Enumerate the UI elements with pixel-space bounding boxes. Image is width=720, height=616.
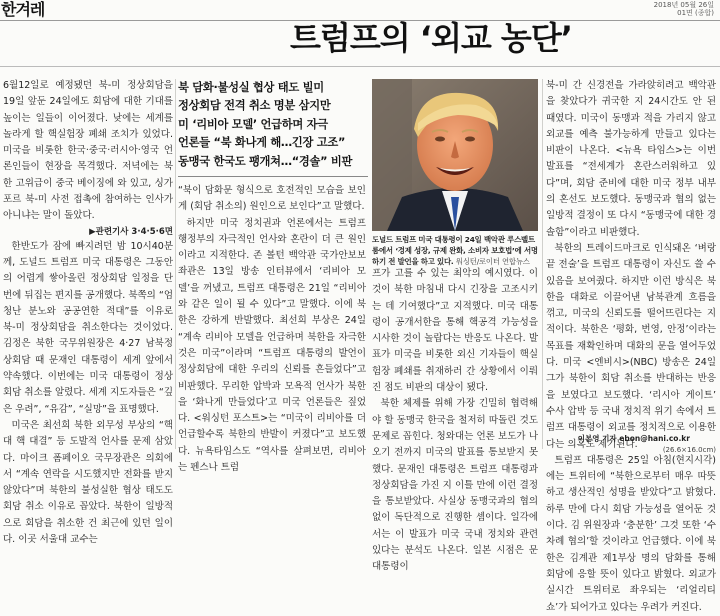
photo-credit: 워싱턴/로이터 연합뉴스 <box>455 257 530 266</box>
column2-paragraph-2: 하지만 미국 정치권과 언론에서는 트럼프 행정부의 자극적인 언사와 혼란이 더 큰 원인이라고 지적한다. 존 볼턴 백악관 국가안보보좌관은 13일 방송 인터뷰에서 ‘리비아 모델’을 꺼냈고, 트럼프 대통령은 21일 “리비아와 같은 일이 될 수 있다”고 말했다. 이에 북한은 강하게 반발했다. 최선희 부상은 24일 “계속 리비아 모델을 언급하며 북한을 자극한 것은 미국”이라며 “트럼프 대통령의 발언이 정상회담에 대한 우리의 신뢰를 흔들었다”고 비판했다. 무리한 압박과 모욕적 언사가 북한을 ‘화나게 만들었다’고 미국 언론들은 짚었다. <워싱턴 포스트>는 “미국이 리비아를 더 언급할수록 북한의 반발이 커졌다”고 보도했다. 뉴욕타임스도 “역사를 살펴보면, 리비아는 펜스나 트럼 <box>178 217 366 474</box>
article-column-1 <box>3 78 173 546</box>
trump-photo <box>372 79 538 231</box>
column4-paragraph-2: 북한의 트레이드마크로 인식돼온 ‘벼랑끝 전술’을 트럼프 대통령이 자신도 쓸 수 있음을 보여줬다. 하지만 이런 방식은 북한을 대화로 이끌어낸 남북관계 흐름을 꺾고, 미국의 신뢰도를 떨어뜨린다는 지적이다. 북한은 ‘평화, 번영, 안정’이라는 목표를 재확인하며 대화의 문을 열어두었다. 미국 <엔비시>(NBC) 방송은 24일 그가 북한이 회담 취소를 반대하는 반응을 보였다고 보도했다. ‘리시아 게이트’ 수사 압박 등 국내 정치적 위기 속에서 트럼프 대통령이 외교를 정치적으로 이용한다는 의혹도 제기된다. <box>546 242 716 450</box>
article-column-2 <box>178 183 366 474</box>
issue-date-line: 2018년 05월 26일 <box>653 1 714 9</box>
headline-rule <box>0 66 720 67</box>
article-column-3 <box>372 266 538 573</box>
subheadline-line-3: 미 ‘리비아 모델’ 언급하며 자극 <box>178 117 328 131</box>
issue-date <box>654 1 714 17</box>
subheadline <box>178 79 366 171</box>
photo-caption <box>372 234 538 267</box>
subheadline-line-5: 동맹국 한국도 팽개쳐…“경솔” 비판 <box>178 154 353 168</box>
issue-page-line: 01면 (종합) <box>677 9 714 17</box>
related-articles-ref[interactable]: ▶관련기사 3·4·5·6면 <box>89 226 173 237</box>
column1-paragraph-1: 6월12일로 예정됐던 북-미 정상회담을 19일 앞둔 24일에도 회담에 대한 기대를 높이는 일들이 이어졌다. 낮에는 세계를 놀라게 할 핵실험장 폐쇄 조치가 있었다. 미국을 비롯한 한국·중국·러시아·영국 언론인들이 현장을 목격했다. 저녁에는 북한 고위급이 중국 베이징에 와 있고, 싱가포르 북-미 사전 접촉에 참여하는 인사가 아니냐는 말이 돌았다. <box>3 80 173 222</box>
subheadline-line-2: 정상회담 전격 취소 명분 삼지만 <box>178 99 331 113</box>
trump-portrait-illustration <box>372 79 538 231</box>
reporter-byline: 이본영 기자 ebon@hani.co.kr <box>577 434 690 443</box>
subheadline-rule <box>178 176 368 177</box>
column-divider <box>542 79 543 449</box>
column4-paragraph-3: 트럼프 대통령은 25일 아침(현지시각)에는 트위터에 “북한으로부터 매우 따뜻하고 생산적인 성명을 받았다”고 밝혔다. 하루 만에 다시 회담 가능성을 열어둔 것이다. 김 위원장과 ‘충분한’ 그것 또한 ‘수차례 협의’할 것이라고 언급했다. 이에 북한은 김계관 제1부상 명의 담화를 통해 회담에 응할 뜻이 있다고 밝혔다. 외교가 실시간 트위터로 좌우되는 ‘리얼리티 쇼’가 되어가고 있다는 우려가 커진다. <box>546 454 716 613</box>
photo-caption-text: 도널드 트럼프 미국 대통령이 24일 백악관 루스벨트룸에서 ‘경제 성장, 규제 완화, 소비자 보호법’에 서명하기 전 발언을 하고 있다. <box>372 235 538 266</box>
column1-paragraph-2: 한반도가 잠에 빠지려던 밤 10시40분께, 도널드 트럼프 미국 대통령은 그동안의 어렵게 쌓아올린 정상회담 일정을 단번에 뒤집는 편지를 공개했다. 북쪽의 “엄청난 분노와 공공연한 적대”를 이유로 북-미 정상회담을 취소한다는 것이었다. 김정은 북한 국무위원장은 4·27 남북정상회담 때 문재인 대통령이 세계 앞에서 약속했다. 이번에는 미국 대통령이 정상회담 취소를 알렸다. 세계 지도자들은 “깊은 우려”, “유감”, “실망”을 표명했다. <box>3 240 173 415</box>
column-divider <box>175 79 176 449</box>
subheadline-line-1: 북 담화·불성실 협상 태도 빌미 <box>178 81 324 94</box>
column2-paragraph-1: “북이 담화문 형식으로 호전적인 모습을 보인 게 (회담 취소의) 원인으로 보인다”고 말했다. <box>178 185 366 213</box>
column3-paragraph-2: 북한 체제를 위해 가장 긴밀히 협력해야 할 동맹국 한국을 철저히 따돌린 것도 문제로 꼽힌다. 청와대는 언론 보도가 나오기 전까지 미국의 발표를 통보받지 못했다. 문재인 대통령은 트럼프 대통령과 정상회담을 가진 지 이틀 만에 이런 결정을 통보받았다. 사실상 동맹국과의 협의 없이 독단적으로 진행한 셈이다. 일각에서는 이 발표가 미국 국내 정치와 관련 있다는 분석도 나온다. 일본 시점은 문 대통령이 <box>372 398 538 573</box>
article-headline: 트럼프의 ‘외교 농단’ <box>290 19 572 57</box>
column1-paragraph-3: 미국은 최선희 북한 외무성 부상의 “핵 대 핵 대결” 등 도발적 언사를 문제 삼았다. 마이크 폼페이오 국무장관은 의회에서 “계속 연락을 시도했지만 전화를 받지 않았다”며 북한의 불성실한 협상 태도도 회담 취소 이유로 꼽았다. 북한이 일방적으로 회담을 취소한 건 최근에 있던 일이다. 이곳 서울대 교수는 <box>3 419 173 546</box>
subheadline-line-4: 언론들 “북 화나게 해…긴장 고조” <box>178 136 346 150</box>
column3-paragraph-1: 프가 고를 수 있는 최악의 예시였다. 이것이 북한 마침내 다시 긴장을 고조시키는 데 기여했다”고 지적했다. 미국 대통령이 공개서한을 통해 핵공격 가능성을 시사한 것이 놀랍다는 반응도 나온다. 발표가 미국을 비롯한 외신 기자들이 핵실험장 폐쇄를 취재하러 간 상황에서 이뤄진 점도 비판의 대상이 됐다. <box>372 268 538 394</box>
newspaper-logo: 한겨레 <box>1 0 45 19</box>
column4-paragraph-1: 북-미 간 신경전을 가라앉히려고 백악관을 찾았다가 귀국한 지 24시간도 안 된 때였다. 미국이 동맹과 적을 가리지 않고 외교를 예측 불가능하게 만들고 있다는 비판이 나온다. <뉴욕 타임스>는 이번 발표를 “전세계가 혼란스러워하고 있다”며, 회담 준비에 대한 미국 정부 내부의 혼선도 보도했다. 동맹국과 협의 없는 일방적 결정이 또 다시 “동맹국에 대한 경솔함”이라고 비판했다. <box>546 80 716 238</box>
page-size-note: (26.6×16.0cm) <box>662 446 716 454</box>
